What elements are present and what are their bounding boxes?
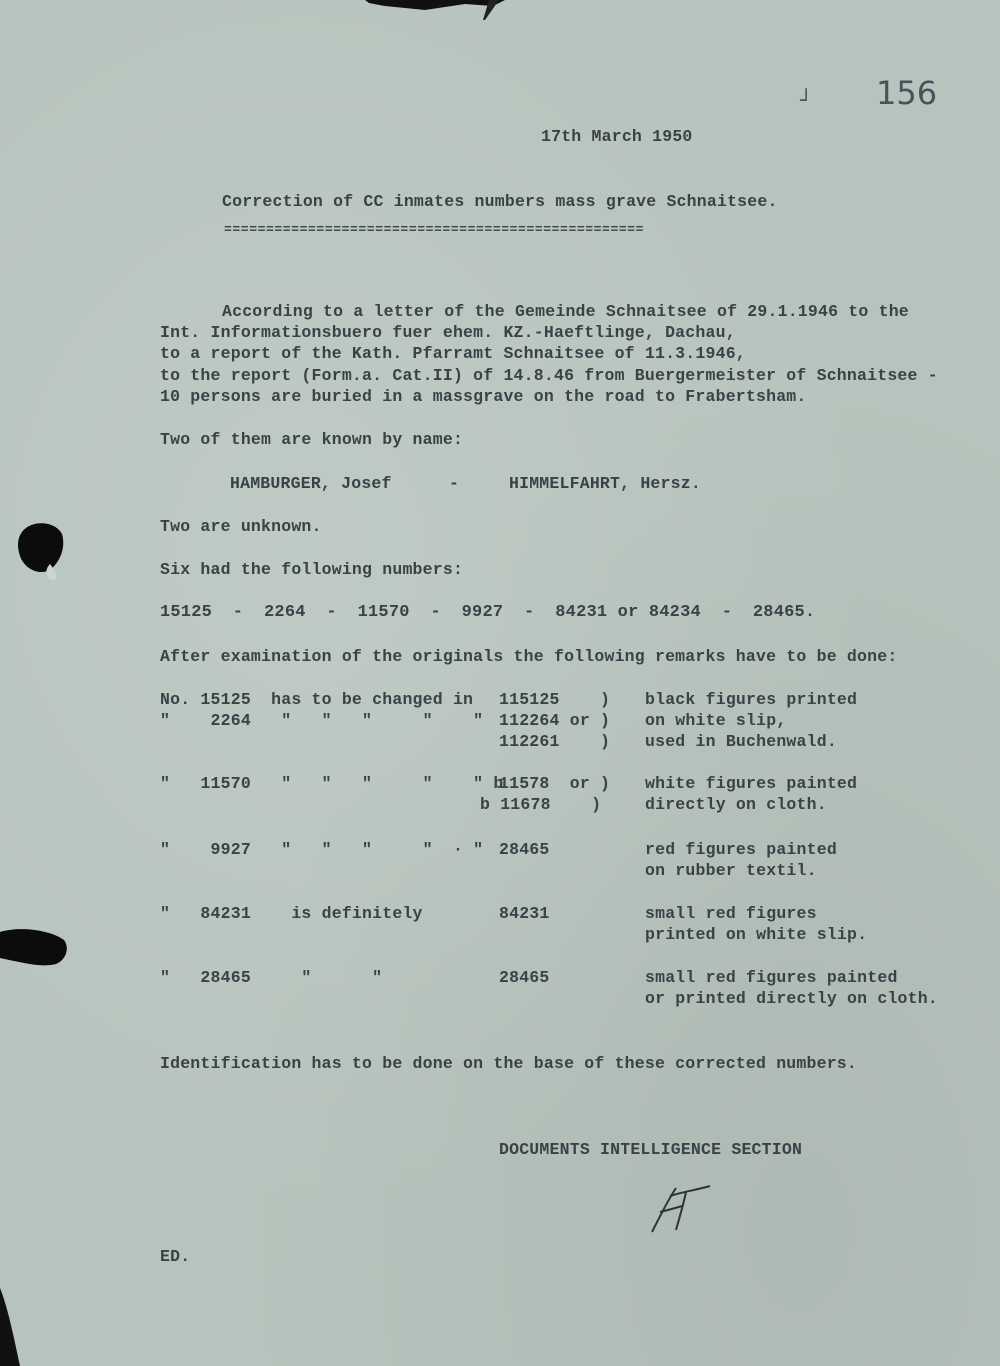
remark-left: " 28465 " " — [160, 968, 383, 987]
remark-number: b 11678 ) — [480, 795, 602, 814]
remark-description: used in Buchenwald. — [645, 732, 837, 751]
remark-description: directly on cloth. — [645, 795, 827, 814]
remark-number: 115125 ) — [499, 690, 611, 709]
edge-mark — [0, 1288, 22, 1366]
remark-number: 28465 — [499, 968, 550, 987]
name-hamburger: HAMBURGER, Josef — [230, 474, 392, 493]
page-number: 156 — [876, 74, 938, 112]
binder-mark-top — [365, 0, 505, 22]
signature-section: DOCUMENTS INTELLIGENCE SECTION — [499, 1140, 803, 1159]
punch-hole-mark — [16, 520, 66, 580]
name-himmelfahrt: HIMMELFAHRT, Hersz. — [509, 474, 701, 493]
intro-line: to a report of the Kath. Pfarramt Schnaitsee of 11.3.1946, — [160, 344, 746, 363]
punch-hole-mark — [0, 926, 70, 968]
numbers-intro: Six had the following numbers: — [160, 560, 464, 579]
unknown-statement: Two are unknown. — [160, 517, 322, 536]
remark-description: printed on white slip. — [645, 925, 868, 944]
remark-number: 28465 — [499, 840, 550, 859]
remark-description: on white slip, — [645, 711, 787, 730]
intro-line: Int. Informationsbuero fuer ehem. KZ.-Haeftlinge, Dachau, — [160, 323, 736, 342]
remark-number: 112264 or ) — [499, 711, 611, 730]
known-intro: Two of them are known by name: — [160, 430, 464, 449]
remark-number: 11578 or ) — [499, 774, 611, 793]
title-underline: ================================================== — [224, 222, 645, 237]
typist-initials: ED. — [160, 1247, 191, 1266]
remark-description: on rubber textil. — [645, 861, 817, 880]
remark-description: red figures painted — [645, 840, 837, 859]
remark-left: " 2264 " " " " " — [160, 711, 484, 730]
remark-description: small red figures painted — [645, 968, 898, 987]
conclusion: Identification has to be done on the base of these corrected numbers. — [160, 1054, 858, 1073]
remark-number: 84231 — [499, 904, 550, 923]
handwritten-initials-signature — [646, 1180, 716, 1240]
remark-left: " 9927 " " " " · " — [160, 840, 484, 859]
remark-left: No. 15125 has to be changed in — [160, 690, 474, 709]
corner-mark: ┘ — [800, 88, 813, 112]
remark-description: or printed directly on cloth. — [645, 989, 938, 1008]
remark-description: white figures painted — [645, 774, 858, 793]
document-date: 17th March 1950 — [541, 127, 693, 146]
remark-left: " 11570 " " " " " b — [160, 774, 504, 793]
document-title: Correction of CC inmates numbers mass grave Schnaitsee. — [222, 192, 778, 211]
intro-line: to the report (Form.a. Cat.II) of 14.8.46 from Buergermeister of Schnaitsee - — [160, 366, 938, 385]
name-separator: - — [449, 474, 460, 493]
numbers-list: 15125 - 2264 - 11570 - 9927 - 84231 or 84234 - 28465. — [160, 603, 816, 622]
intro-line: According to a letter of the Gemeinde Schnaitsee of 29.1.1946 to the — [222, 302, 909, 321]
remarks-intro: After examination of the originals the following remarks have to be done: — [160, 647, 898, 666]
intro-line: 10 persons are buried in a massgrave on the road to Frabertsham. — [160, 387, 807, 406]
remark-description: black figures printed — [645, 690, 858, 709]
remark-left: " 84231 is definitely — [160, 904, 423, 923]
remark-description: small red figures — [645, 904, 817, 923]
remark-number: 112261 ) — [499, 732, 611, 751]
